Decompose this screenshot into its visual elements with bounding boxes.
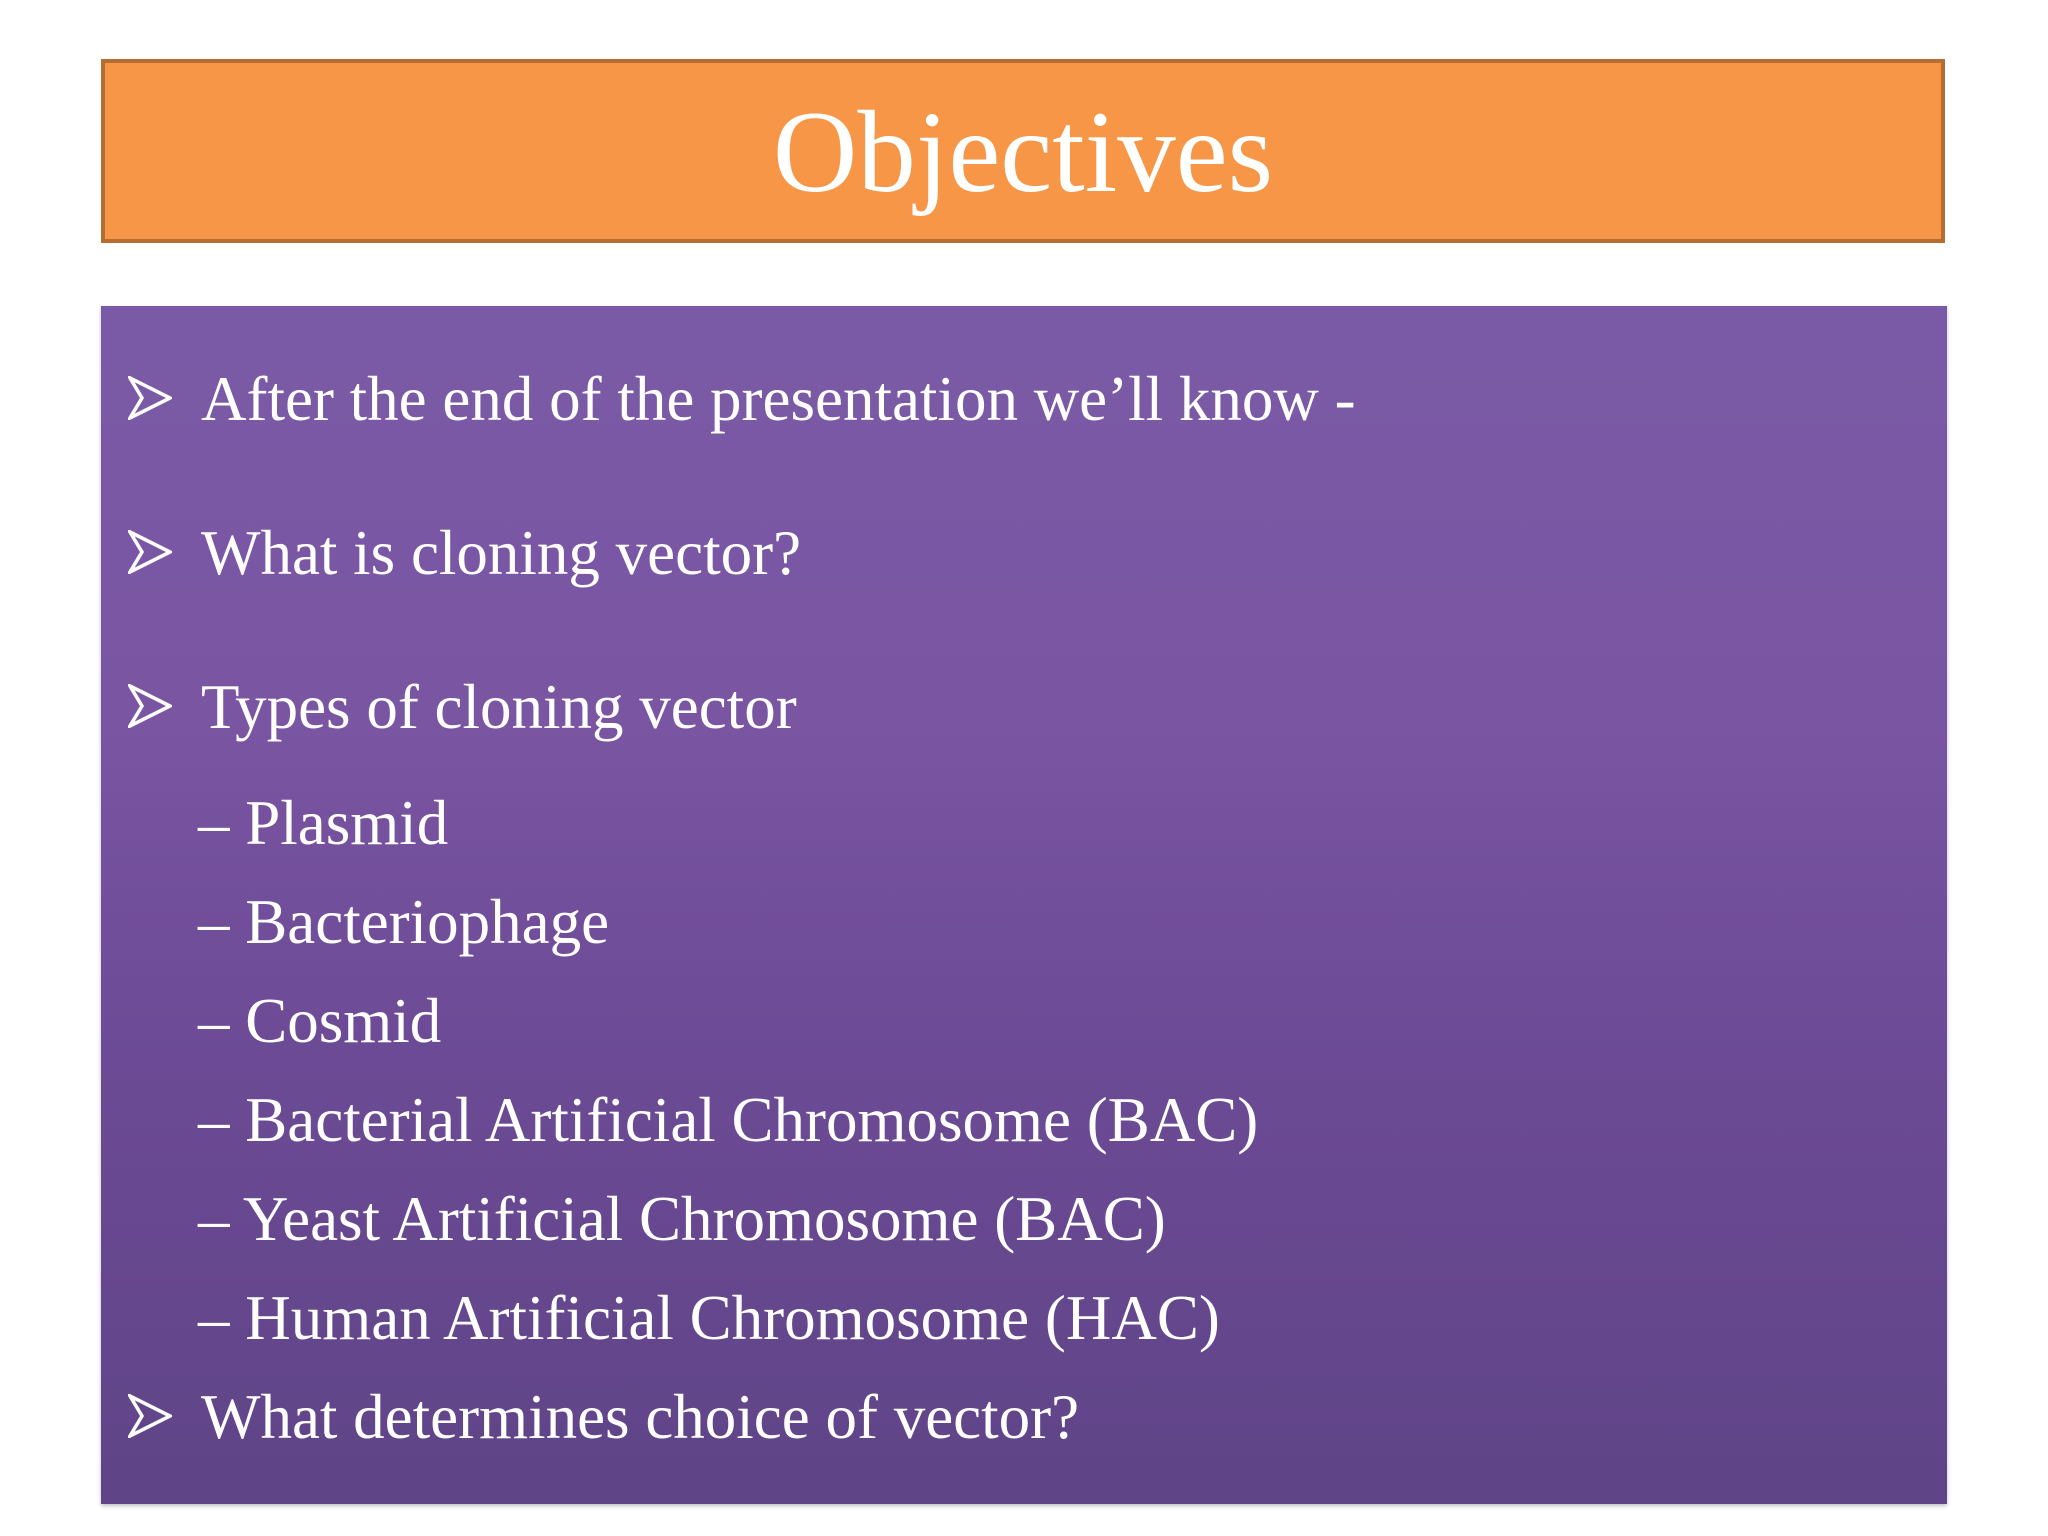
title-box (101, 59, 1945, 243)
arrow-bullet-icon (128, 530, 172, 574)
bullet-item (101, 666, 1901, 746)
sub-list-item (101, 1079, 1901, 1159)
sub-item-text: – Human Artificial Chromosome (HAC) (198, 1283, 1220, 1353)
sub-item-text: – Plasmid (198, 788, 449, 858)
bullet-text: Types of cloning vector (201, 672, 797, 742)
sub-list-item (101, 1178, 1901, 1258)
arrow-bullet-icon (128, 1394, 172, 1438)
bullet-item (101, 1376, 1901, 1456)
bullet-item (101, 512, 1901, 592)
sub-list-item (101, 881, 1901, 961)
sub-item-text: – Cosmid (198, 986, 442, 1056)
sub-list-item (101, 1277, 1901, 1357)
sub-item-text: – Bacterial Artificial Chromosome (BAC) (198, 1085, 1259, 1155)
sub-list-item (101, 782, 1901, 862)
bullet-item (101, 358, 1901, 438)
sub-item-text: – Yeast Artificial Chromosome (BAC) (198, 1184, 1166, 1254)
bullet-text: After the end of the presentation we’ll know - (201, 364, 1356, 434)
sub-item-text: – Bacteriophage (198, 887, 610, 957)
content-box (101, 306, 1947, 1504)
slide-title: Objectives (772, 87, 1274, 217)
arrow-bullet-icon (128, 684, 172, 728)
bullet-text: What is cloning vector? (201, 518, 802, 588)
arrow-bullet-icon (128, 376, 172, 420)
bullet-text: What determines choice of vector? (201, 1382, 1080, 1452)
sub-list-item (101, 980, 1901, 1060)
